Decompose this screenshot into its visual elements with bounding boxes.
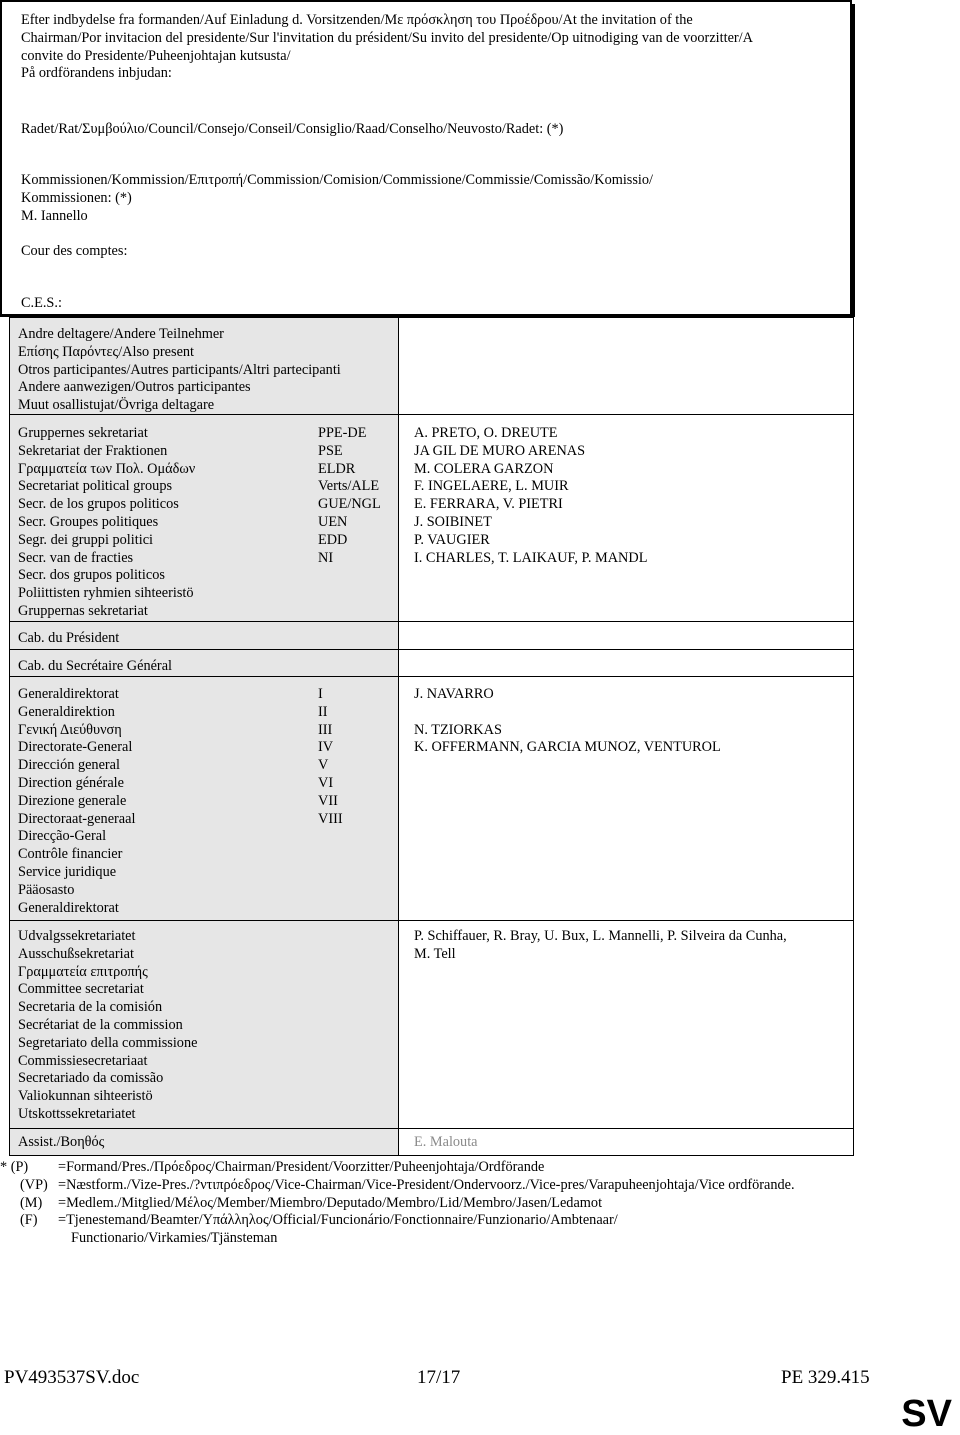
committee-labels (18, 928, 197, 1124)
group-label: Secretariat political groups (18, 478, 173, 495)
legend-continuation: Functionario/Virkamies/Tjänsteman (71, 1230, 278, 1247)
dg-label: Direcção-Geral (18, 828, 107, 845)
dg-label: Generaldirektion (18, 703, 115, 720)
dg-staff (414, 704, 721, 722)
court-label: Cour des comptes: (21, 243, 128, 259)
groups-cell (9, 414, 399, 622)
dg-label: Service juridique (18, 863, 117, 880)
dg-numerals (318, 686, 343, 828)
commission-member: M. Iannello (21, 207, 88, 224)
legend-text: =Formand/Pres./Πρόεδρος/Chairman/President/Voorzitter/Puheenjohtaja/Ordförande (58, 1159, 545, 1175)
group-staff: M. COLERA GARZON (414, 460, 554, 477)
cab-secretary-names-cell (399, 649, 854, 677)
ces-label: C.E.S.: (21, 295, 62, 311)
other-participants-cell (9, 317, 399, 415)
cab-president-names-cell (399, 621, 854, 650)
group-label: Sekretariat der Fraktionen (18, 442, 168, 459)
dg-numeral: IV (318, 739, 334, 756)
invitation-line: Efter indbydelse fra formanden/Auf Einladung d. Vorsitzenden/Με πρόσκληση του Προέδρου/At the invitation of the (21, 12, 693, 28)
legend-key: (F) (20, 1212, 38, 1229)
dg-staff: K. OFFERMANN, GARCIA MUNOZ, VENTUROL (414, 739, 721, 756)
groups-names (414, 425, 647, 567)
group-label: Secr. dos grupos politicos (18, 567, 165, 584)
committee-staff: M. Tell (414, 945, 456, 962)
dg-numeral: V (318, 757, 329, 774)
invitation-line: convite do Presidente/Puheenjohtajan kutsusta/ (21, 47, 291, 64)
committee-label: Γραμματεία επιτροπής (18, 963, 148, 980)
commission-block (21, 172, 653, 225)
dg-label: Γενική Διεύθυνση (18, 721, 122, 738)
group-code: ELDR (318, 460, 356, 477)
group-staff: I. CHARLES, T. LAIKAUF, P. MANDL (414, 549, 648, 566)
other-participants (18, 326, 341, 415)
dg-label: Generaldirektorat (18, 899, 119, 916)
dg-labels (18, 686, 135, 917)
groups-labels (18, 425, 195, 621)
committee-label: Utskottssekretariatet (18, 1105, 136, 1122)
assist-names-cell (399, 1128, 854, 1156)
invitation-block (21, 12, 753, 83)
committee-names (414, 928, 787, 964)
committee-names-cell (399, 920, 854, 1129)
group-label: Gruppernas sekretariat (18, 602, 148, 619)
cab-secretary-label: Cab. du Secrétaire Général (18, 658, 173, 674)
dg-label: Generaldirektorat (18, 686, 119, 702)
group-staff: E. FERRARA, V. PIETRI (414, 496, 563, 513)
group-code: PSE (318, 442, 343, 459)
dg-label: Contrôle financier (18, 846, 123, 863)
participants-line: Andre deltagere/Andere Teilnehmer (18, 326, 224, 342)
dg-label: Pääosasto (18, 881, 75, 898)
legend-key: (M) (20, 1194, 43, 1211)
participants-line: Andere aanwezigen/Outros participantes (18, 379, 251, 396)
dg-numeral: III (318, 721, 333, 738)
dg-label: Dirección general (18, 757, 121, 774)
committee-label: Segretariato della commissione (18, 1034, 198, 1051)
dg-label: Directoraat-generaal (18, 810, 136, 827)
cab-president-label: Cab. du Président (18, 630, 120, 646)
dg-numeral: VIII (318, 810, 343, 827)
commission-label: Kommissionen/Kommission/Επιτροπή/Commission/Comision/Commissione/Commissie/Comissão/Komissio/ (21, 172, 654, 188)
committee-staff: P. Schiffauer, R. Bray, U. Bux, L. Mannelli, P. Silveira da Cunha, (414, 928, 787, 944)
committee-label: Secrétariat de la commission (18, 1016, 183, 1033)
footer-reference: PE 329.415 (781, 1367, 870, 1388)
dg-numeral: VII (318, 792, 338, 809)
commission-label-cont: Kommissionen: (*) (21, 189, 132, 206)
footer-doc-name: PV493537SV.doc (4, 1367, 140, 1388)
other-participants-names-cell (399, 317, 854, 415)
group-code: Verts/ALE (318, 478, 380, 495)
participants-line: Επίσης Παρόντες/Also present (18, 343, 195, 360)
group-label: Secr. van de fracties (18, 549, 134, 566)
group-label: Γραμματεία των Πολ. Ομάδων (18, 460, 196, 477)
legend-text: =Medlem./Mitglied/Μέλος/Member/Miembro/Deputado/Membro/Lid/Membro/Jasen/Ledamot (58, 1194, 603, 1211)
groups-names-cell (399, 414, 854, 622)
participants-line: Otros participantes/Autres participants/Altri partecipanti (18, 361, 341, 378)
invitation-line: Chairman/Por invitacion del presidente/Sur l'invitation du président/Su invito del presidente/Op uitnodiging van de voorzitter/A (21, 29, 753, 46)
group-code: EDD (318, 531, 348, 548)
groups-codes (318, 425, 381, 567)
committee-label: Secretariado da comissão (18, 1070, 164, 1087)
group-label: Poliittisten ryhmien sihteeristö (18, 585, 194, 602)
dg-numeral: II (318, 703, 328, 720)
council-label: Radet/Rat/Συμβούλιο/Council/Consejo/Conseil/Consiglio/Raad/Conselho/Neuvosto/Radet: (*) (21, 121, 564, 137)
group-staff: F. INGELAERE, L. MUIR (414, 478, 569, 495)
committee-label: Commissiesecretariaat (18, 1052, 148, 1069)
dg-label: Direzione generale (18, 792, 127, 809)
participants-line: Muut osallistujat/Övriga deltagare (18, 397, 215, 414)
assist-cell (9, 1128, 399, 1156)
language-code: SV (901, 1393, 952, 1435)
group-staff: JA GIL DE MURO ARENAS (414, 442, 586, 459)
committee-label: Secretaria de la comisión (18, 999, 163, 1016)
committee-label: Valiokunnan sihteeristö (18, 1088, 153, 1105)
committee-label: Udvalgssekretariatet (18, 928, 136, 944)
dg-names-cell (399, 676, 854, 921)
group-staff: A. PRETO, O. DREUTE (414, 425, 558, 441)
invitation-line: På ordförandens inbjudan: (21, 65, 172, 82)
legend-text: =Næstform./Vize-Pres./?ντιπρόεδρος/Vice-Chairman/Vice-President/Ondervoorz./Vice-pres/Varapuheenjohtaja/Vice ordförande. (58, 1176, 795, 1193)
group-staff: J. SOIBINET (414, 513, 492, 530)
box-shadow-right (852, 4, 855, 316)
dg-staff: N. TZIORKAS (414, 721, 502, 738)
group-label: Gruppernes sekretariat (18, 425, 148, 441)
committee-label: Committee secretariat (18, 981, 144, 998)
dg-label: Directorate-General (18, 739, 133, 756)
dg-numeral: VI (318, 774, 334, 791)
group-label: Secr. Groupes politiques (18, 513, 159, 530)
footer-page-number: 17/17 (417, 1367, 461, 1388)
group-code: UEN (318, 513, 348, 530)
dg-numeral: I (318, 686, 323, 702)
dg-names (414, 686, 721, 757)
dg-cell (9, 676, 399, 921)
dg-staff: J. NAVARRO (414, 686, 494, 702)
group-code: PPE-DE (318, 425, 367, 441)
group-label: Secr. de los grupos politicos (18, 496, 179, 513)
cab-president-cell (9, 621, 399, 650)
legend-key: (VP) (20, 1176, 48, 1193)
assist-name: E. Malouta (414, 1134, 478, 1150)
assist-label: Assist./Βοηθός (18, 1134, 105, 1150)
legend-key: * (P) (0, 1159, 29, 1175)
committee-label: Ausschußsekretariat (18, 945, 134, 962)
committee-cell (9, 920, 399, 1129)
group-code: NI (318, 549, 334, 566)
legend-text: =Tjenestemand/Beamter/Υπάλληλος/Official/Funcionário/Fonctionnaire/Funzionario/Ambtenaar/ (58, 1212, 618, 1229)
group-staff: P. VAUGIER (414, 531, 490, 548)
group-label: Segr. dei gruppi politici (18, 531, 154, 548)
group-code: GUE/NGL (318, 496, 381, 513)
dg-label: Direction générale (18, 774, 124, 791)
cab-secretary-cell (9, 649, 399, 677)
